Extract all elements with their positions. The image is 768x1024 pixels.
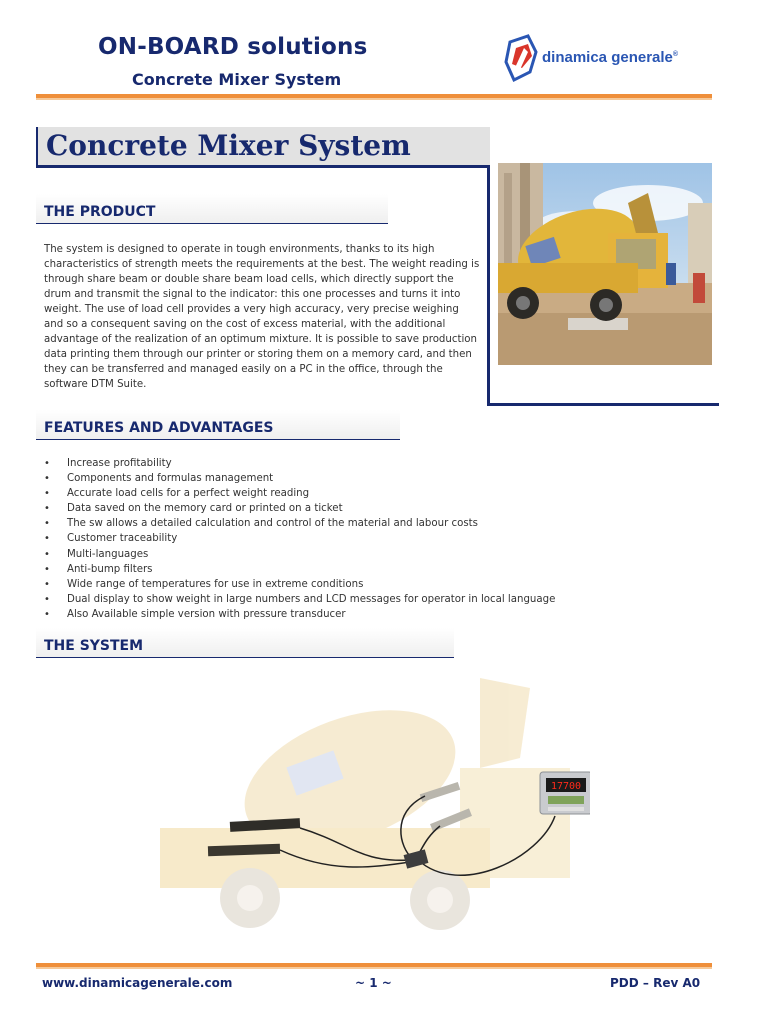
list-item: • Also Available simple version with pressure transducer <box>44 607 555 622</box>
footer-website-link[interactable]: www.dinamicagenerale.com <box>42 976 233 990</box>
features-list <box>44 456 555 622</box>
list-item: • Data saved on the memory card or printed on a ticket <box>44 501 555 516</box>
frame-line-right <box>487 165 490 406</box>
page-title-band <box>36 127 490 165</box>
indicator-reading: 17700 <box>550 781 582 792</box>
list-item: • Dual display to show weight in large numbers and LCD messages for operator in local language <box>44 592 555 607</box>
section-heading-features: FEATURES AND ADVANTAGES <box>36 410 400 440</box>
frame-line-bottom <box>487 403 719 406</box>
mixer-photo <box>498 163 712 365</box>
logo-mark-icon <box>502 34 542 84</box>
header-title: ON-BOARD solutions <box>98 34 368 60</box>
list-item: • Components and formulas management <box>44 471 555 486</box>
page-title: Concrete Mixer System <box>46 129 411 162</box>
list-item: • Anti-bump filters <box>44 562 555 577</box>
list-item: • Increase profitability <box>44 456 555 471</box>
footer-revision: PDD – Rev A0 <box>610 976 701 990</box>
frame-line-top <box>36 165 490 168</box>
footer-divider-shadow <box>36 967 712 969</box>
section-heading-product: THE PRODUCT <box>36 194 388 224</box>
section-heading-system: THE SYSTEM <box>36 628 454 658</box>
list-item: • Customer traceability <box>44 531 555 546</box>
product-description: The system is designed to operate in tough environments, thanks to its high characteristics of strength meets the requirements at the best. The weight reading is through share beam or double share beam load cells, which directly support the drum and transmit the signal to the indicator: this one processes and turns it into weight. The use of load cell provides a very high accuracy, very precise weighing and so a consequent saving on the cost of excess material, with the additional advantage of the realization of an optimum mixture. It is possible to save production data printing them through our printer or storing them on a memory card, and then they can be transferred and managed easily on a PC in the office, through the software DTM Suite. <box>44 244 480 390</box>
logo-text: dinamica generale® <box>542 49 679 66</box>
footer-page-number: ~ 1 ~ <box>355 976 392 990</box>
header-divider-shadow <box>36 98 712 100</box>
company-logo <box>502 34 712 84</box>
list-item: • The sw allows a detailed calculation and control of the material and labour costs <box>44 516 555 531</box>
list-item: • Wide range of temperatures for use in extreme conditions <box>44 577 555 592</box>
list-item: • Accurate load cells for a perfect weight reading <box>44 486 555 501</box>
header-subtitle: Concrete Mixer System <box>132 70 342 89</box>
list-item: • Multi-languages <box>44 547 555 562</box>
system-diagram <box>160 668 590 938</box>
